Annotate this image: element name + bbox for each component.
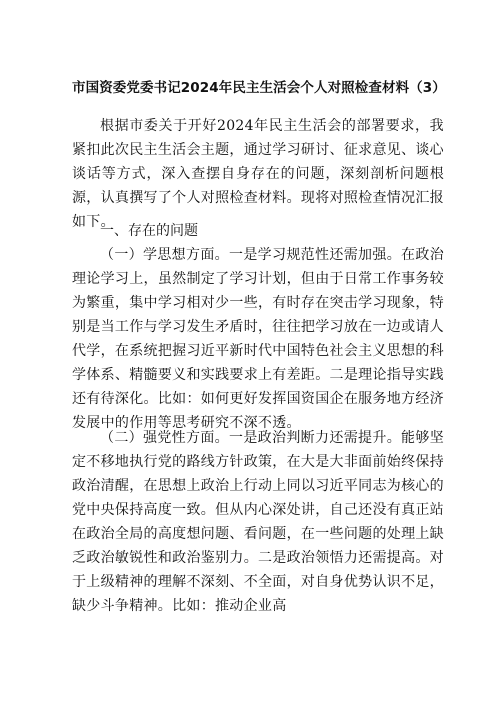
document-title: 市国资委党委书记2024年民主生活会个人对照检查材料（3） bbox=[72, 80, 446, 96]
intro-paragraph: 根据市委关于开好2024年民主生活会的部署要求，我紧扣此次民主生活会主题，通过学习研讨、征求意见、谈心谈话等方式，深入查摆自身存在的问题，深刻剖析问题根源，认真撰写了个人对照检查材料。现将对照检查情况汇报如下。 bbox=[72, 118, 444, 230]
section-heading: 一、存在的问题 bbox=[100, 223, 198, 239]
paragraph-party-spirit: （二）强党性方面。一是政治判断力还需提升。能够坚定不移地执行党的路线方针政策，在大是大非面前始终保持政治清醒，在思想上政治上行动上同以习近平同志为核心的党中央保持高度一致。但从内心深处讲，自己还没有真正站在政治全局的高度想问题、看问题，在一些问题的处理上缺乏政治敏锐性和政治鉴别力。二是政治领悟力还需提高。对于上级精神的理解不深刻、不全面，对自身优势认识不足，缺少斗争精神。比如：推动企业高 bbox=[72, 430, 444, 614]
paragraph-study-thought: （一）学思想方面。一是学习规范性还需加强。在政治理论学习上，虽然制定了学习计划，但由于日常工作事务较为繁重，集中学习相对少一些，有时存在突击学习现象，特别是当工作与学习发生矛盾时，往往把学习放在一边或请人代学，在系统把握习近平新时代中国特色社会主义思想的科学体系、精髓要义和实践要求上有差距。二是理论指导实践还有待深化。比如：如何更好发挥国资国企在服务地方经济发展中的作用等思考研究不深不透。 bbox=[72, 247, 444, 431]
